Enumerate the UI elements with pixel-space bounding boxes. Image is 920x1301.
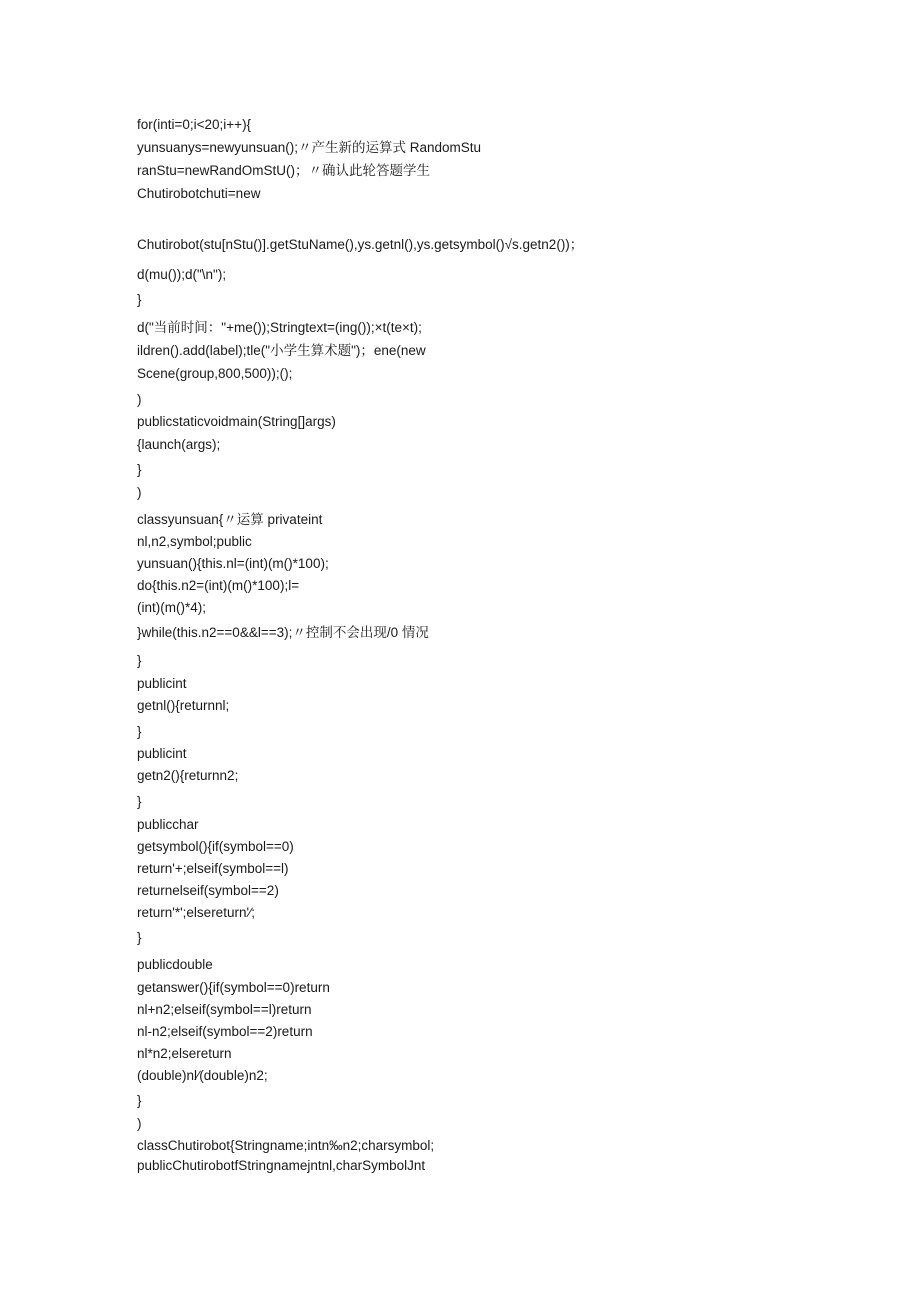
code-line: classyunsuan{〃运算 privateint <box>137 512 323 527</box>
code-line: classChutirobot{Stringname;intn‰n2;charsymbol; <box>137 1138 435 1153</box>
code-line: (int)(m()*4); <box>137 600 206 615</box>
code-line: getn2(){returnn2; <box>137 768 239 783</box>
code-line: {launch(args); <box>137 437 221 452</box>
code-line: publicdouble <box>137 957 213 972</box>
code-line: nl*n2;elsereturn <box>137 1046 232 1061</box>
code-line: publicint <box>137 746 187 761</box>
code-line: } <box>137 292 142 307</box>
code-line: getnl(){returnnl; <box>137 698 230 713</box>
code-line: for(inti=0;i<20;i++){ <box>137 117 252 132</box>
code-line: publicchar <box>137 817 199 832</box>
code-line: nl-n2;elseif(symbol==2)return <box>137 1024 313 1039</box>
code-line: ) <box>137 485 142 500</box>
code-line: ) <box>137 1116 142 1131</box>
code-line: } <box>137 930 142 945</box>
code-line: d("当前时间："+me());Stringtext=(ing());×t(te×t); <box>137 320 422 335</box>
code-line: return'*';elsereturn'∕; <box>137 905 256 920</box>
code-line: yunsuan(){this.nl=(int)(m()*100); <box>137 556 329 571</box>
code-line: nl+n2;elseif(symbol==l)return <box>137 1002 312 1017</box>
code-line: (double)nl∕(double)n2; <box>137 1068 268 1083</box>
code-line: } <box>137 462 142 477</box>
code-line: Scene(group,800,500));(); <box>137 366 293 381</box>
code-line: } <box>137 1093 142 1108</box>
code-line: do{this.n2=(int)(m()*100);l= <box>137 578 300 593</box>
code-line: } <box>137 724 142 739</box>
code-line: publicstaticvoidmain(String[]args) <box>137 414 336 429</box>
code-line: publicint <box>137 676 187 691</box>
code-line: yunsuanys=newyunsuan();〃产生新的运算式 RandomStu <box>137 140 482 155</box>
code-line: } <box>137 653 142 668</box>
code-line: }while(this.n2==0&&l==3);〃控制不会出现/0 情况 <box>137 625 429 640</box>
code-line: ) <box>137 392 142 407</box>
code-line: ildren().add(label);tle("小学生算术题")；ene(new <box>137 343 426 358</box>
code-line: return'+;elseif(symbol==l) <box>137 861 289 876</box>
code-line: Chutirobotchuti=new <box>137 186 261 201</box>
code-line: } <box>137 794 142 809</box>
code-line: Chutirobot(stu[nStu()].getStuName(),ys.getnl(),ys.getsymbol()√s.getn2())； <box>137 237 584 252</box>
code-line: getanswer(){if(symbol==0)return <box>137 980 330 995</box>
code-line: ranStu=newRandOmStU()；〃确认此轮答题学生 <box>137 163 430 178</box>
code-line: nl,n2,symbol;public <box>137 534 252 549</box>
code-line: d(mu());d("\n"); <box>137 267 227 282</box>
code-line: returnelseif(symbol==2) <box>137 883 279 898</box>
code-line: getsymbol(){if(symbol==0) <box>137 839 294 854</box>
code-line: publicChutirobotfStringnamejntnl,charSymbolJnt <box>137 1158 426 1173</box>
